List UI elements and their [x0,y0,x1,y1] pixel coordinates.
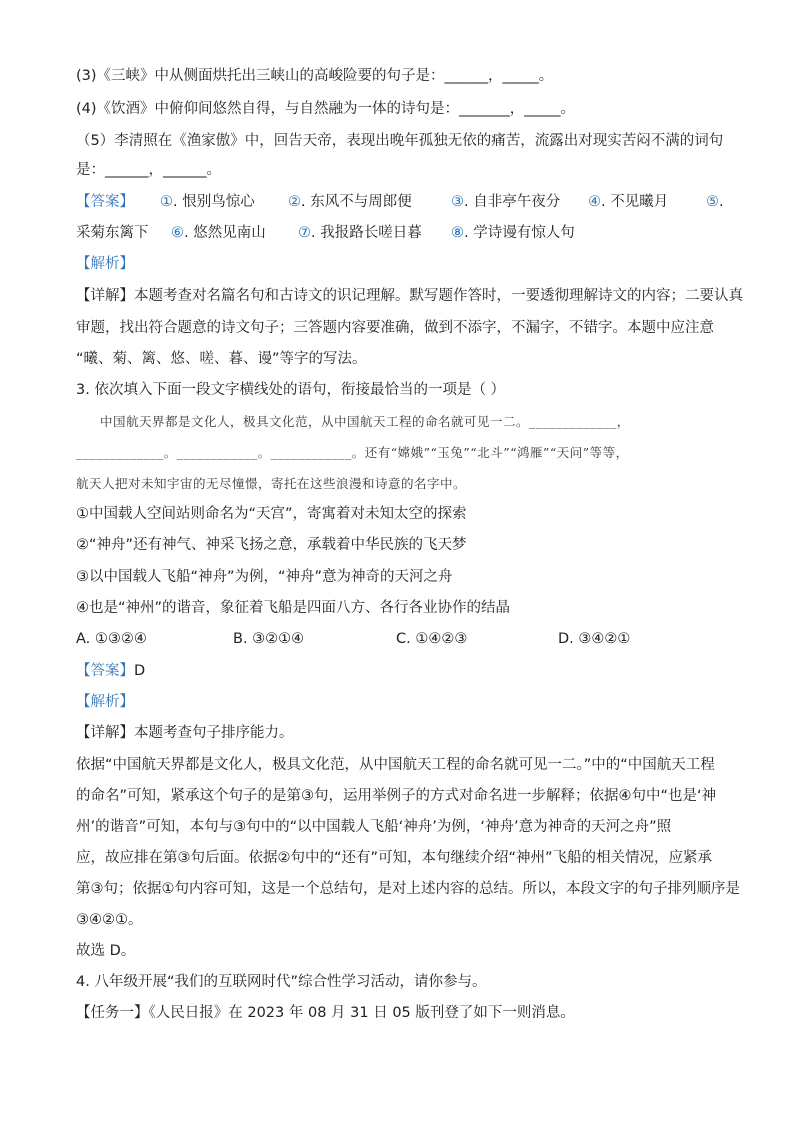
answer-mark: ⑦ [298,225,311,241]
question-5-continued: 是：______，______。 [76,162,221,178]
passage-line: 中国航天界都是文化人，极具文化范，从中国航天工程的命名就可见一二。_____________， [100,414,630,429]
answer-text: 我报路长嗟日暮 [320,225,422,241]
sentence-item: ②“神舟”还有神气、神采飞扬之意，承载着中华民族的飞天梦 [76,537,467,553]
answer-text: 不见曦月 [610,194,669,210]
option-c: C. ①④②③ [396,631,468,647]
detail-line: 第③句；依据①句内容可知，这是一个总结句，是对上述内容的总结。所以，本段文字的句子排列顺序是 [76,881,740,897]
detail-line: 审题，找出符合题意的诗文句子；三答题内容要准确，做到不添字，不漏字，不错字。本题中应注意 [76,320,714,336]
question-4-stem: 4. 八年级开展“我们的互联网时代”综合性学习活动，请你参与。 [76,974,487,990]
sentence-item: ③以中国载人飞船“神舟”为例，“神舟”意为神奇的天河之舟 [76,569,453,585]
answer-mark: ⑧ [451,225,464,241]
detail-line: ③④②①。 [76,912,143,928]
answer-tag: 【答案】 [76,663,134,679]
detail-line: 依据“中国航天界都是文化人，极具文化范，从中国航天工程的命名就可见一二。”中的“中国航天工程 [76,757,715,773]
answer-text: 采菊东篱下 [76,225,149,241]
task-1-line: 【任务一】《人民日报》在 2023 年 08 月 31 日 05 版刊登了如下一则消息。 [76,1005,575,1021]
answer-text: 自非亭午夜分 [473,194,561,210]
option-a: A. ①③②④ [76,631,147,647]
answer-3-value: D [134,663,146,679]
answer-tag: 【答案】 [76,194,134,210]
answer-mark: ⑤ [706,194,719,210]
detail-line: 应，故应排在第③句后面。依据②句中的“还有”可知，本句继续介绍“神州”飞船的相关情况，应紧承 [76,850,713,866]
detail-line: 【详解】本题考查对名篇名句和古诗文的识记理解。默写题作答时，一要透彻理解诗文的内容；二要认真 [76,288,743,304]
question-3-line: (3)《三峡》中从侧面烘托出三峡山的高峻险要的句子是：______，_____。 [76,68,554,84]
answer-mark: ③ [451,194,464,210]
analysis-tag: 【解析】 [76,256,134,272]
answer-mark: ④ [588,194,601,210]
detail-line: 的命名”可知，紧承这个句子的是第③句，运用举例子的方式对命名进一步解释；依据④句中“也是‘神 [76,788,717,804]
answer-line-2: 采菊东篱下 ⑥. 悠然见南山 ⑦. 我报路长嗟日暮 ⑧. 学诗谩有惊人句 [76,225,575,241]
passage-line: _____________。____________。____________。还有“嫦娥”“玉兔”“北斗”“鸿雁”“天问”等等， [76,445,629,460]
detail-line: 州’的谐音”可知，本句与③句中的“以中国载人飞船‘神舟’为例，‘神舟’意为神奇的天河之舟”照 [76,819,672,835]
answer-mark: ① [160,194,173,210]
answer-text: 悠然见南山 [193,225,266,241]
analysis-tag: 【解析】 [76,694,134,710]
sentence-item: ①中国载人空间站则命名为“天宫”，寄寓着对未知太空的探索 [76,506,467,522]
answer-text: 东风不与周郎便 [310,194,412,210]
answer-3-line [76,661,145,681]
sentence-item: ④也是“神州”的谐音，象征着飞船是四面八方、各行各业协作的结晶 [76,600,511,616]
detail-line: 【详解】本题考查句子排序能力。 [76,725,294,741]
answer-text: 恨别鸟惊心 [182,194,255,210]
answer-mark: ⑥ [171,225,184,241]
passage-line: 航天人把对未知宇宙的无尽憧憬，寄托在这些浪漫和诗意的名字中。 [76,476,467,491]
question-3-stem: 3. 依次填入下面一段文字横线处的语句，衔接最恰当的一项是（ ） [76,382,506,398]
question-5-line: （5）李清照在《渔家傲》中，回告天帝，表现出晚年孤独无依的痛苦，流露出对现实苦闷不满的词句 [76,133,724,149]
detail-line: “曦、菊、篱、悠、嗟、暮、谩”等字的写法。 [76,351,367,367]
question-4-line: (4)《饮酒》中俯仰间悠然自得，与自然融为一体的诗句是：_______，_____。 [76,101,576,117]
answer-text: 学诗谩有惊人句 [473,225,575,241]
answer-line-1: 【答案】 ①. 恨别鸟惊心 ②. 东风不与周郎便 ③. 自非亭午夜分 ④. 不见曦月 ⑤. [76,194,724,210]
detail-line: 故选 D。 [76,943,136,959]
answer-mark: ② [288,194,301,210]
option-b: B. ③②①④ [233,631,305,647]
option-d: D. ③④②① [558,631,631,647]
